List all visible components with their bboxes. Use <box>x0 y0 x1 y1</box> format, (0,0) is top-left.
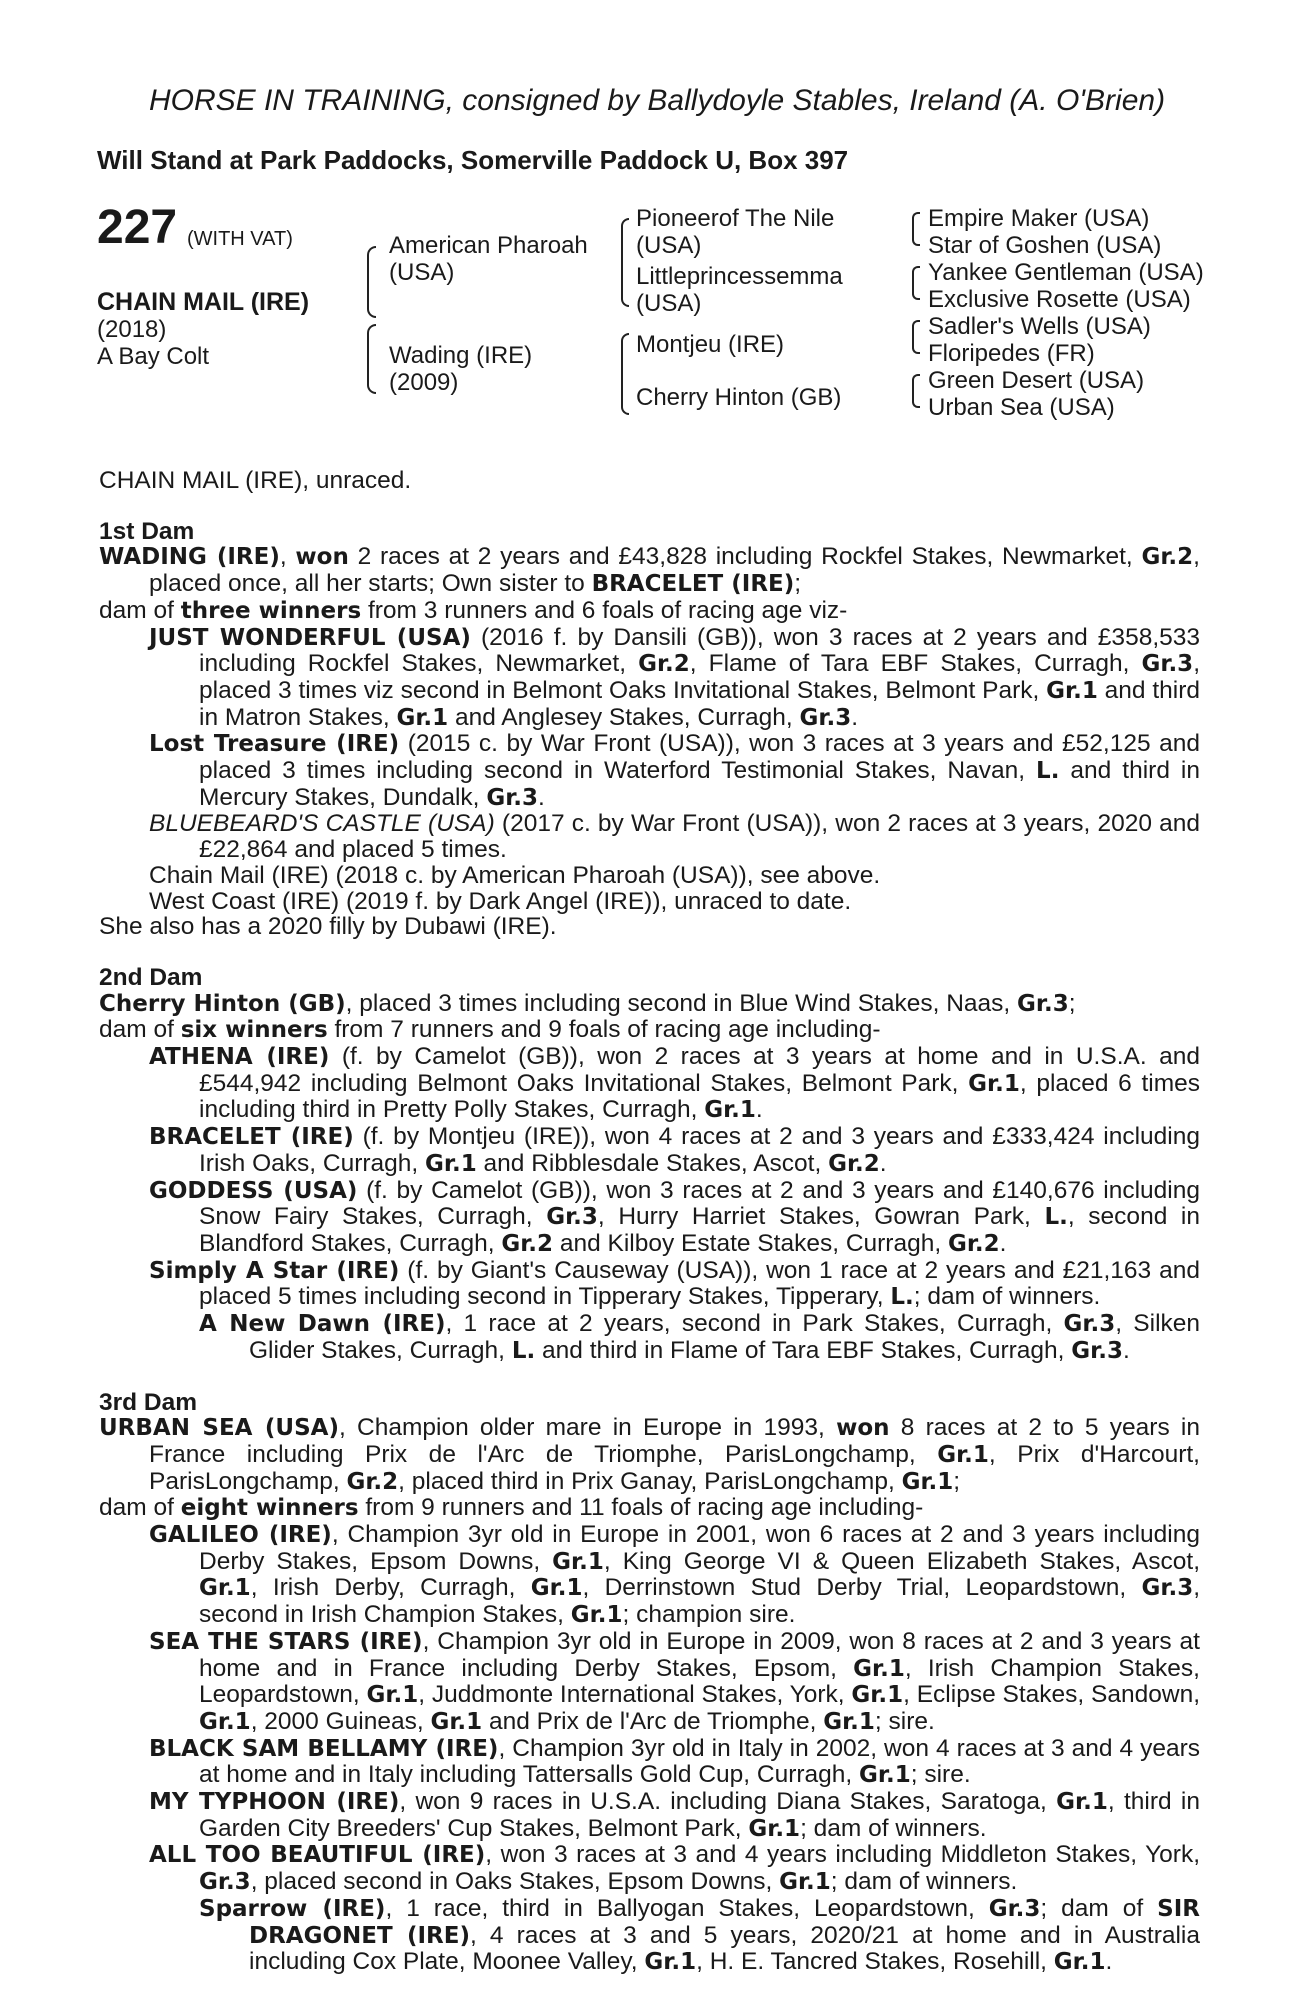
produce-summary: dam of six winners from 7 runners and 9 foals of racing age including- <box>99 1016 881 1044</box>
brace-ss <box>912 212 920 246</box>
sire-sire: Pioneerof The Nile <box>636 205 835 232</box>
produce-entry: Simply A Star (IRE) (f. by Giant's Causeway (USA)), won 1 race at 2 years and £21,163 and placed 5 times including second in Tipperary Stakes, Tipperary, L.; dam of winners. <box>149 1256 1200 1311</box>
sire-sire-country: (USA) <box>636 232 702 259</box>
produce-entry: BLACK SAM BELLAMY (IRE), Champion 3yr old in Italy in 2002, won 4 races at 3 and 4 years at home and in Italy including Tattersalls Gold Cup, Curragh, Gr.1; sire. <box>149 1734 1200 1789</box>
produce-summary: dam of eight winners from 9 runners and 11 foals of racing age including- <box>99 1494 924 1522</box>
sire-dam-country: (USA) <box>636 290 702 317</box>
sire-line-brace <box>621 218 629 307</box>
third-dam-heading: 3rd Dam <box>99 1388 198 1416</box>
dam-name: Wading (IRE) <box>389 342 533 369</box>
race-record: CHAIN MAIL (IRE), unraced. <box>99 467 412 494</box>
brace-ds <box>912 320 920 354</box>
produce-note: She also has a 2020 filly by Dubawi (IRE). <box>99 913 557 941</box>
gg-sire-1: Empire Maker (USA) <box>928 205 1150 232</box>
gg-dam-2: Exclusive Rosette (USA) <box>928 286 1191 313</box>
grand-produce-entry: A New Dawn (IRE), 1 race at 2 years, second in Park Stakes, Curragh, Gr.3, Silken Glider Stakes, Curragh, L. and third in Flame of Tara EBF Stakes, Curragh, Gr.3. <box>199 1310 1201 1364</box>
gg-dam-3: Floripedes (FR) <box>928 340 1095 367</box>
horse-year: (2018) <box>97 316 167 343</box>
produce-entry: West Coast (IRE) (2019 f. by Dark Angel (IRE)), unraced to date. <box>149 887 852 915</box>
produce-summary: dam of three winners from 3 runners and 6 foals of racing age viz- <box>99 596 848 624</box>
sire-dam: Littleprincessemma <box>636 263 843 290</box>
horse-description: A Bay Colt <box>97 343 210 370</box>
produce-entry: ATHENA (IRE) (f. by Camelot (GB)), won 2 races at 3 years at home and in U.S.A. and £544,942 including Belmont Oaks Invitational Stakes, Belmont Park, Gr.1, placed 6 times including third in Pretty Polly Stakes, Curragh, Gr.1. <box>149 1043 1200 1124</box>
produce-entry: SEA THE STARS (IRE), Champion 3yr old in Europe in 2009, won 8 races at 2 and 3 years at home and in France including Derby Stakes, Epsom, Gr.1, Irish Champion Stakes, Leopardstown, Gr.1, Juddmonte International Stakes, York, Gr.1, Eclipse Stakes, Sandown, Gr.1, 2000 Guineas, Gr.1 and Prix de l'Arc de Triomphe, Gr.1; sire. <box>149 1627 1201 1735</box>
brace-dd <box>912 374 920 408</box>
gg-sire-3: Sadler's Wells (USA) <box>928 313 1151 340</box>
grand-produce-entry: Sparrow (IRE), 1 race, third in Ballyogan Stakes, Leopardstown, Gr.3; dam of SIR DRAGONET (IRE), 4 races at 3 and 5 years, 2020/21 at home and in Australia including Cox Plate, Moonee Valley, Gr.1, H. E. Tancred Stakes, Rosehill, Gr.1. <box>199 1894 1201 1976</box>
vat-label: (WITH VAT) <box>187 228 293 250</box>
sire-brace <box>367 246 376 318</box>
produce-entry: BLUEBEARD'S CASTLE (USA) (2017 c. by War Front (USA)), won 2 races at 3 years, 2020 and £22,864 and placed 5 times. <box>149 810 1200 864</box>
dam-brace <box>367 324 376 394</box>
page-title: HORSE IN TRAINING, consigned by Ballydoyle Stables, Ireland (A. O'Brien) <box>148 84 1166 117</box>
produce-entry: BRACELET (IRE) (f. by Montjeu (IRE)), won 4 races at 2 and 3 years and £333,424 including Irish Oaks, Curragh, Gr.1 and Ribblesdale Stakes, Ascot, Gr.2. <box>149 1123 1200 1177</box>
produce-entry: JUST WONDERFUL (USA) (2016 f. by Dansili (GB)), won 3 races at 2 years and £358,533 including Rockfel Stakes, Newmarket, Gr.2, Flame of Tara EBF Stakes, Curragh, Gr.3, placed 3 times viz second in Belmont Oaks Invitational Stakes, Belmont Park, Gr.1 and third in Matron Stakes, Gr.1 and Anglesey Stakes, Curragh, Gr.3. <box>149 623 1200 731</box>
dam-year: (2009) <box>389 369 459 396</box>
produce-entry: GODDESS (USA) (f. by Camelot (GB)), won 3 races at 2 and 3 years and £140,676 including Snow Fairy Stakes, Curragh, Gr.3, Hurry Harriet Stakes, Gowran Park, L., second in Blandford Stakes, Curragh, Gr.2 and Kilboy Estate Stakes, Curragh, Gr.2. <box>149 1176 1201 1257</box>
catalogue-text <box>99 468 1200 1976</box>
sire-name: American Pharoah <box>389 232 588 259</box>
gg-dam-4: Urban Sea (USA) <box>928 394 1115 421</box>
gg-sire-4: Green Desert (USA) <box>928 367 1145 394</box>
dam-line-brace <box>621 333 629 415</box>
produce-entry: GALILEO (IRE), Champion 3yr old in Europe in 2001, won 6 races at 2 and 3 years including Derby Stakes, Epsom Downs, Gr.1, King George VI & Queen Elizabeth Stakes, Ascot, Gr.1, Irish Derby, Curragh, Gr.1, Derrinstown Stud Derby Trial, Leopardstown, Gr.3, second in Irish Champion Stakes, Gr.1; champion sire. <box>149 1521 1201 1629</box>
dam-dam: Cherry Hinton (GB) <box>636 384 842 411</box>
brace-sd <box>912 266 920 300</box>
dam-name: WADING (IRE) <box>99 544 280 571</box>
produce-entry: MY TYPHOON (IRE), won 9 races in U.S.A. including Diana Stakes, Saratoga, Gr.1, third in Garden City Breeders' Cup Stakes, Belmont Park, Gr.1; dam of winners. <box>149 1788 1200 1842</box>
dam-entry: WADING (IRE), won 2 races at 2 years and £43,828 including Rockfel Stakes, Newmarket, Gr.2, placed once, all her starts; Own sister to BRACELET (IRE); <box>99 543 1200 598</box>
sire-country: (USA) <box>389 259 455 286</box>
gg-dam-1: Star of Goshen (USA) <box>928 232 1162 259</box>
gg-sire-2: Yankee Gentleman (USA) <box>928 259 1204 286</box>
horse-name: CHAIN MAIL (IRE) <box>97 288 310 316</box>
lot-number: 227 <box>97 201 178 254</box>
produce-entry: Chain Mail (IRE) (2018 c. by American Pharoah (USA)), see above. <box>149 861 881 889</box>
first-dam-heading: 1st Dam <box>99 517 195 545</box>
dam-entry: Cherry Hinton (GB), placed 3 times including second in Blue Wind Stakes, Naas, Gr.3; <box>99 989 1076 1017</box>
produce-entry: Lost Treasure (IRE) (2015 c. by War Front (USA)), won 3 races at 3 years and £52,125 and placed 3 times including second in Waterford Testimonial Stakes, Navan, L. and third in Mercury Stakes, Dundalk, Gr.3. <box>149 730 1201 811</box>
dam-sire: Montjeu (IRE) <box>636 331 785 358</box>
stand-location: Will Stand at Park Paddocks, Somerville Paddock U, Box 397 <box>97 145 849 175</box>
second-dam-heading: 2nd Dam <box>99 963 203 991</box>
produce-entry: ALL TOO BEAUTIFUL (IRE), won 3 races at 3 and 4 years including Middleton Stakes, York, Gr.3, placed second in Oaks Stakes, Epsom Downs, Gr.1; dam of winners. <box>149 1841 1201 1896</box>
dam-entry: URBAN SEA (USA), Champion older mare in Europe in 1993, won 8 races at 2 to 5 years in France including Prix de l'Arc de Triomphe, ParisLongchamp, Gr.1, Prix d'Harcourt, ParisLongchamp, Gr.2, placed third in Prix Ganay, ParisLongchamp, Gr.1; <box>99 1414 1201 1495</box>
